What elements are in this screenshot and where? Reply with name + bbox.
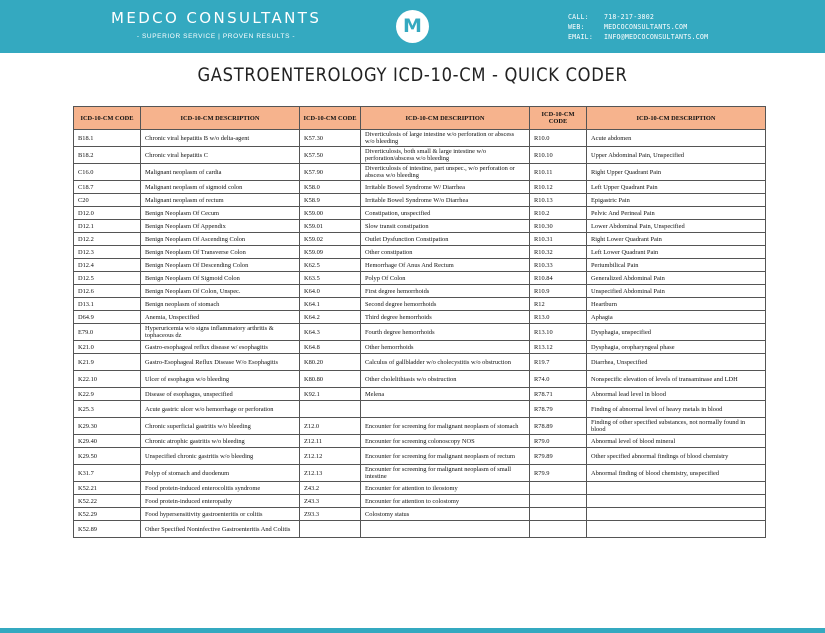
code-cell — [530, 482, 587, 495]
description-cell: Other hemorrhoids — [361, 341, 530, 354]
code-cell: K57.90 — [300, 164, 361, 181]
table-row — [74, 435, 766, 448]
table-row — [74, 298, 766, 311]
description-cell: Benign Neoplasm Of Transverse Colon — [141, 246, 300, 259]
code-cell: K52.29 — [74, 508, 141, 521]
description-cell: Periumbilical Pain — [587, 259, 766, 272]
column-header: ICD-10-CM CODE — [530, 107, 587, 130]
description-cell: Finding of abnormal level of heavy metals in blood — [587, 401, 766, 418]
description-cell: Left Lower Quadrant Pain — [587, 246, 766, 259]
description-cell: Slow transit constipation — [361, 220, 530, 233]
code-cell: R12 — [530, 298, 587, 311]
code-cell: K64.0 — [300, 285, 361, 298]
code-cell: K59.00 — [300, 207, 361, 220]
code-cell: K57.30 — [300, 130, 361, 147]
description-cell: Abnormal finding of blood chemistry, unspecified — [587, 465, 766, 482]
code-cell: K80.20 — [300, 354, 361, 371]
code-cell: B18.1 — [74, 130, 141, 147]
code-cell: K31.7 — [74, 465, 141, 482]
description-cell: Benign Neoplasm Of Ascending Colon — [141, 233, 300, 246]
description-cell: Other cholelithiasis w/o obstruction — [361, 371, 530, 388]
code-cell: K29.30 — [74, 418, 141, 435]
column-header: ICD-10-CM DESCRIPTION — [361, 107, 530, 130]
table-row — [74, 130, 766, 147]
description-cell: Left Upper Quadrant Pain — [587, 181, 766, 194]
brand-name: MEDCO CONSULTANTS — [111, 9, 322, 27]
contact-email: EMAIL: INFO@MEDCOCONSULTANTS.COM — [568, 33, 709, 41]
code-cell: R10.33 — [530, 259, 587, 272]
code-cell: D12.0 — [74, 207, 141, 220]
code-cell: D12.6 — [74, 285, 141, 298]
description-cell: Fourth degree hemorrhoids — [361, 324, 530, 341]
table-row — [74, 220, 766, 233]
code-cell: K64.3 — [300, 324, 361, 341]
code-cell: K58.0 — [300, 181, 361, 194]
description-cell: Colostomy status — [361, 508, 530, 521]
code-cell: K59.09 — [300, 246, 361, 259]
code-cell: E79.0 — [74, 324, 141, 341]
code-cell: C18.7 — [74, 181, 141, 194]
description-cell: Right Upper Quadrant Pain — [587, 164, 766, 181]
description-cell: Encounter for screening colonoscopy NOS — [361, 435, 530, 448]
code-cell — [530, 508, 587, 521]
description-cell: Encounter for screening for malignant neoplasm of rectum — [361, 448, 530, 465]
description-cell — [587, 482, 766, 495]
table-row — [74, 147, 766, 164]
table-row — [74, 521, 766, 538]
table-row — [74, 388, 766, 401]
code-cell: R10.31 — [530, 233, 587, 246]
code-cell: K52.89 — [74, 521, 141, 538]
description-cell: Disease of esophagus, unspecified — [141, 388, 300, 401]
brand-tagline: - SUPERIOR SERVICE | PROVEN RESULTS - — [136, 33, 296, 40]
description-cell: Nonspecific elevation of levels of transaminase and LDH — [587, 371, 766, 388]
description-cell: Anemia, Unspecified — [141, 311, 300, 324]
code-cell: R10.10 — [530, 147, 587, 164]
table-row — [74, 508, 766, 521]
description-cell: Diverticulosis of intestine, part unspec., w/o perforation or abscess w/o bleeding — [361, 164, 530, 181]
code-cell: R13.12 — [530, 341, 587, 354]
code-cell: K21.9 — [74, 354, 141, 371]
description-cell: Heartburn — [587, 298, 766, 311]
description-cell — [587, 508, 766, 521]
code-cell: D12.1 — [74, 220, 141, 233]
code-cell: R79.9 — [530, 465, 587, 482]
description-cell: Pelvic And Perineal Pain — [587, 207, 766, 220]
description-cell: Malignant neoplasm of cardia — [141, 164, 300, 181]
description-cell: Unspecified Abdominal Pain — [587, 285, 766, 298]
description-cell: Epigastric Pain — [587, 194, 766, 207]
description-cell: Upper Abdominal Pain, Unspecified — [587, 147, 766, 164]
code-cell: K59.01 — [300, 220, 361, 233]
code-cell: K58.9 — [300, 194, 361, 207]
code-cell: Z93.3 — [300, 508, 361, 521]
description-cell — [361, 521, 530, 538]
code-cell: C16.0 — [74, 164, 141, 181]
code-cell: K52.21 — [74, 482, 141, 495]
description-cell: Generalized Abdominal Pain — [587, 272, 766, 285]
code-cell: Z12.13 — [300, 465, 361, 482]
code-cell: R13.0 — [530, 311, 587, 324]
contact-info — [568, 12, 708, 42]
contact-web: WEB: MEDCOCONSULTANTS.COM — [568, 23, 688, 31]
description-cell: Polyp of stomach and duodenum — [141, 465, 300, 482]
description-cell: Chronic atrophic gastritis w/o bleeding — [141, 435, 300, 448]
code-cell — [530, 495, 587, 508]
code-cell: K92.1 — [300, 388, 361, 401]
description-cell: Food protein-induced enterocolitis syndrome — [141, 482, 300, 495]
description-cell: Benign Neoplasm Of Appendix — [141, 220, 300, 233]
description-cell: Outlet Dysfunction Constipation — [361, 233, 530, 246]
code-cell: R79.89 — [530, 448, 587, 465]
description-cell: Gastro-esophageal reflux disease w/ esophagitis — [141, 341, 300, 354]
code-cell: Z12.11 — [300, 435, 361, 448]
code-cell: R10.32 — [530, 246, 587, 259]
description-cell: Second degree hemorrhoids — [361, 298, 530, 311]
code-cell: R13.10 — [530, 324, 587, 341]
table-row — [74, 495, 766, 508]
description-cell: Acute abdomen — [587, 130, 766, 147]
header-banner — [0, 0, 825, 53]
code-cell: R19.7 — [530, 354, 587, 371]
description-cell: Other Specified Noninfective Gastroenteritis And Colitis — [141, 521, 300, 538]
table-row — [74, 259, 766, 272]
table-row — [74, 448, 766, 465]
code-cell — [300, 521, 361, 538]
code-cell: K22.10 — [74, 371, 141, 388]
description-cell — [587, 521, 766, 538]
code-cell — [530, 521, 587, 538]
description-cell: Third degree hemorrhoids — [361, 311, 530, 324]
table-row — [74, 233, 766, 246]
description-cell: Irritable Bowel Syndrome W/o Diarrhea — [361, 194, 530, 207]
code-cell: R78.79 — [530, 401, 587, 418]
table-row — [74, 272, 766, 285]
description-cell: Constipation, unspecified — [361, 207, 530, 220]
footer-bar — [0, 628, 825, 633]
code-cell: Z12.12 — [300, 448, 361, 465]
description-cell: Abnormal lead level in blood — [587, 388, 766, 401]
description-cell: Gastro-Esophageal Reflux Disease W/o Esophagitis — [141, 354, 300, 371]
code-cell: R10.30 — [530, 220, 587, 233]
description-cell: Hyperuricemia w/o signs inflammatory arthritis & tophaceous dz — [141, 324, 300, 341]
description-cell: Diverticulosis, both small & large intestine w/o perforation/abscess w/o bleeding — [361, 147, 530, 164]
code-cell: B18.2 — [74, 147, 141, 164]
description-cell: Food hypersensitivity gastroenteritis or colitis — [141, 508, 300, 521]
description-cell: Chronic viral hepatitis B w/o delta-agent — [141, 130, 300, 147]
page-title: GASTROENTEROLOGY ICD-10-CM - QUICK CODER — [197, 64, 628, 86]
table-row — [74, 164, 766, 181]
description-cell: Abnormal level of blood mineral — [587, 435, 766, 448]
description-cell: Benign neoplasm of stomach — [141, 298, 300, 311]
description-cell: Encounter for attention to colostomy — [361, 495, 530, 508]
description-cell — [587, 495, 766, 508]
table-row — [74, 246, 766, 259]
contact-phone: CALL: 718-217-3802 — [568, 13, 655, 21]
description-cell: Dysphagia, oropharyngeal phase — [587, 341, 766, 354]
logo-icon: M — [396, 10, 429, 43]
description-cell: Diverticulosis of large intestine w/o perforation or abscess w/o bleeding — [361, 130, 530, 147]
description-cell: Dysphagia, unspecified — [587, 324, 766, 341]
code-cell: R10.9 — [530, 285, 587, 298]
description-cell: Hemorrhage Of Anus And Rectum — [361, 259, 530, 272]
code-cell: K25.3 — [74, 401, 141, 418]
description-cell: Food protein-induced enteropathy — [141, 495, 300, 508]
code-cell: K62.5 — [300, 259, 361, 272]
table-row — [74, 324, 766, 341]
code-cell: R74.0 — [530, 371, 587, 388]
description-cell: Encounter for screening for malignant neoplasm of small intestine — [361, 465, 530, 482]
table-row — [74, 371, 766, 388]
code-cell: K64.8 — [300, 341, 361, 354]
code-cell: R10.84 — [530, 272, 587, 285]
code-cell: K80.80 — [300, 371, 361, 388]
table-row — [74, 207, 766, 220]
code-cell: R10.12 — [530, 181, 587, 194]
description-cell: Finding of other specified substances, not normally found in blood — [587, 418, 766, 435]
description-cell: Right Lower Quadrant Pain — [587, 233, 766, 246]
code-cell: K64.2 — [300, 311, 361, 324]
code-cell: D12.2 — [74, 233, 141, 246]
code-cell: Z12.0 — [300, 418, 361, 435]
code-cell: K52.22 — [74, 495, 141, 508]
column-header: ICD-10-CM CODE — [300, 107, 361, 130]
icd-code-table — [73, 106, 766, 538]
code-cell — [300, 401, 361, 418]
description-cell: Lower Abdominal Pain, Unspecified — [587, 220, 766, 233]
description-cell: Chronic superficial gastritis w/o bleeding — [141, 418, 300, 435]
code-cell: R79.0 — [530, 435, 587, 448]
description-cell: First degree hemorrhoids — [361, 285, 530, 298]
description-cell: Acute gastric ulcer w/o hemorrhage or perforation — [141, 401, 300, 418]
code-cell: R10.0 — [530, 130, 587, 147]
code-cell: Z43.2 — [300, 482, 361, 495]
code-cell: R10.2 — [530, 207, 587, 220]
code-cell: K57.50 — [300, 147, 361, 164]
description-cell: Encounter for screening for malignant neoplasm of stomach — [361, 418, 530, 435]
table-row — [74, 418, 766, 435]
table-row — [74, 482, 766, 495]
code-cell: D12.4 — [74, 259, 141, 272]
description-cell: Benign Neoplasm Of Descending Colon — [141, 259, 300, 272]
code-cell: D12.5 — [74, 272, 141, 285]
code-cell: K29.50 — [74, 448, 141, 465]
description-cell: Polyp Of Colon — [361, 272, 530, 285]
column-header: ICD-10-CM CODE — [74, 107, 141, 130]
description-cell: Benign Neoplasm Of Colon, Unspec. — [141, 285, 300, 298]
table-row — [74, 341, 766, 354]
code-cell: R78.71 — [530, 388, 587, 401]
code-cell: K21.0 — [74, 341, 141, 354]
brand — [111, 9, 321, 40]
table-row — [74, 285, 766, 298]
table-row — [74, 401, 766, 418]
description-cell: Irritable Bowel Syndrome W/ Diarrhea — [361, 181, 530, 194]
code-cell: D12.3 — [74, 246, 141, 259]
description-cell: Other constipation — [361, 246, 530, 259]
description-cell: Ulcer of esophagus w/o bleeding — [141, 371, 300, 388]
description-cell: Diarrhea, Unspecified — [587, 354, 766, 371]
description-cell: Unspecified chronic gastritis w/o bleeding — [141, 448, 300, 465]
description-cell: Benign Neoplasm Of Cecum — [141, 207, 300, 220]
description-cell — [361, 401, 530, 418]
description-cell: Benign Neoplasm Of Sigmoid Colon — [141, 272, 300, 285]
column-header: ICD-10-CM DESCRIPTION — [587, 107, 766, 130]
description-cell: Aphagia — [587, 311, 766, 324]
description-cell: Encounter for attention to ileostomy — [361, 482, 530, 495]
code-cell: K63.5 — [300, 272, 361, 285]
code-cell: R10.13 — [530, 194, 587, 207]
code-cell: R78.89 — [530, 418, 587, 435]
code-cell: Z43.3 — [300, 495, 361, 508]
column-header: ICD-10-CM DESCRIPTION — [141, 107, 300, 130]
table-row — [74, 465, 766, 482]
code-cell: K22.9 — [74, 388, 141, 401]
table-row — [74, 311, 766, 324]
table-row — [74, 181, 766, 194]
code-cell: K29.40 — [74, 435, 141, 448]
description-cell: Other specified abnormal findings of blood chemistry — [587, 448, 766, 465]
description-cell: Malignant neoplasm of sigmoid colon — [141, 181, 300, 194]
code-cell: K59.02 — [300, 233, 361, 246]
code-cell: D64.9 — [74, 311, 141, 324]
code-cell: C20 — [74, 194, 141, 207]
description-cell: Chronic viral hepatitis C — [141, 147, 300, 164]
code-cell: D13.1 — [74, 298, 141, 311]
code-cell: K64.1 — [300, 298, 361, 311]
description-cell: Melena — [361, 388, 530, 401]
table-header-row — [74, 107, 766, 130]
table-row — [74, 194, 766, 207]
description-cell: Malignant neoplasm of rectum — [141, 194, 300, 207]
code-cell: R10.11 — [530, 164, 587, 181]
description-cell: Calculus of gallbladder w/o cholecystitis w/o obstruction — [361, 354, 530, 371]
table-row — [74, 354, 766, 371]
